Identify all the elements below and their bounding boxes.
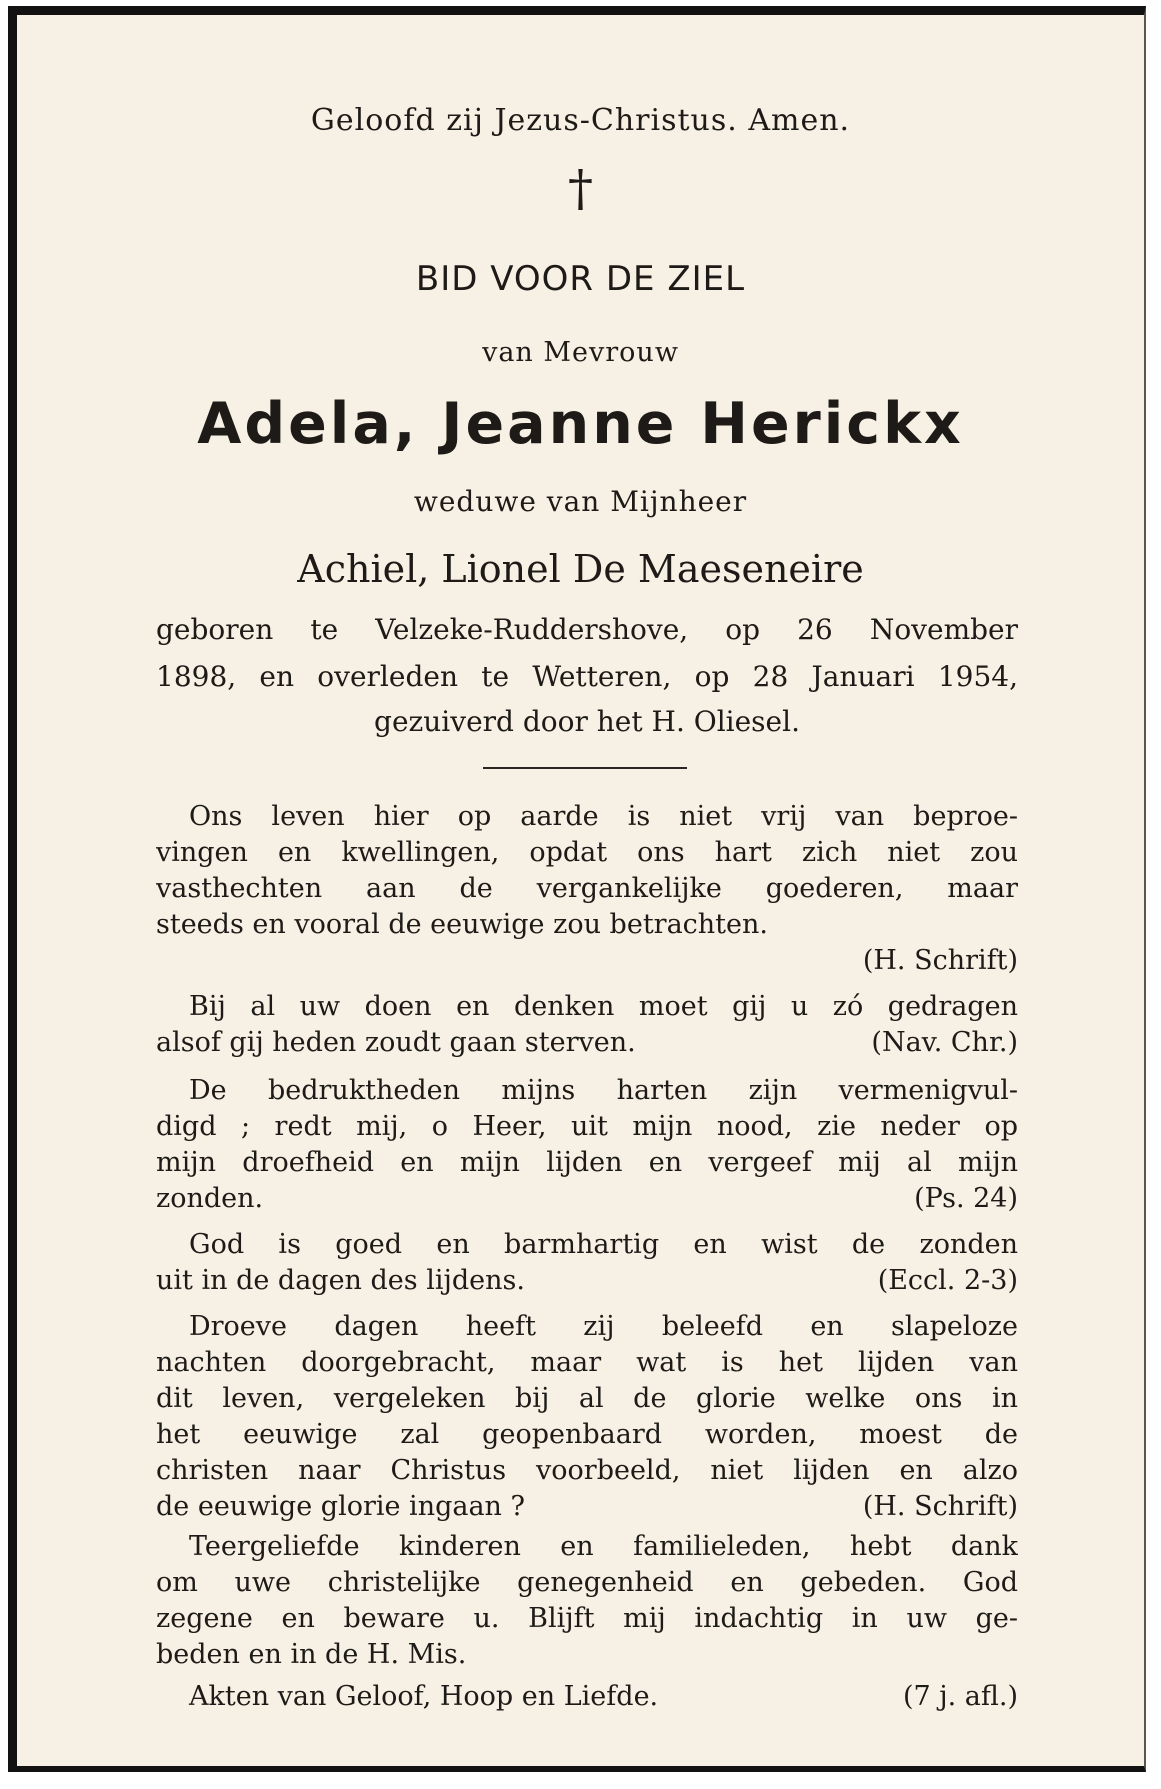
text-line: Ons leven hier op aarde is niet vrij van beproe- [189,801,1018,832]
text-line: het eeuwige zal geopenbaard worden, moest de [156,1419,1018,1450]
text-line: steeds en vooral de eeuwige zou betrachten. [156,909,768,940]
paragraph-5 [156,1309,1018,1525]
text-line: De bedruktheden mijns harten zijn vermenigvul- [189,1075,1018,1106]
text-line [156,1489,1018,1525]
memorial-card [8,6,1146,1772]
text-line [156,1025,1018,1061]
text-line: beden en in de H. Mis. [156,1639,467,1670]
text-line: Teergeliefde kinderen en familieleden, hebt dank [189,1531,1018,1562]
text-line: vasthechten aan de vergankelijke goederen, maar [156,873,1018,904]
text-line: om uwe christelijke genegenheid en gebeden. God [156,1567,1018,1598]
cross-icon: † [568,159,593,217]
text-fragment: de eeuwige glorie ingaan ? [156,1491,526,1522]
source-reference: (Nav. Chr.) [871,1027,1018,1058]
paragraph-3 [156,1073,1018,1217]
text-line: vingen en kwellingen, opdat ons hart zich niet zou [156,837,1018,868]
text-line [156,1181,1018,1217]
text-fragment: uit in de dagen des lijdens. [156,1265,525,1296]
anointing-line: gezuiverd door het H. Oliesel. [374,705,800,738]
text-fragment: alsof gij heden zoudt gaan sterven. [156,1027,636,1058]
text-line: dit leven, vergeleken bij al de glorie welke ons in [156,1383,1018,1414]
husband-name: Achiel, Lionel De Maeseneire [297,547,864,591]
blessing-line: Geloofd zij Jezus-Christus. Amen. [310,103,851,138]
text-line: digd ; redt mij, o Heer, uit mijn nood, zie neder op [156,1111,1018,1142]
text-line: God is goed en barmhartig en wist de zonden [189,1229,1018,1260]
source-reference: (H. Schrift) [862,945,1018,976]
paragraph-4 [156,1227,1018,1299]
text-line: mijn droefheid en mijn lijden en vergeef mij al mijn [156,1147,1018,1178]
paragraph-2 [156,989,1018,1061]
text-fragment: zonden. [156,1183,264,1214]
widow-of-line: weduwe van Mijnheer [413,485,748,518]
text-line: nachten doorgebracht, maar wat is het lijden van [156,1347,1018,1378]
birth-line: geboren te Velzeke-Ruddershove, op 26 November [156,613,1018,646]
source-reference: (Ps. 24) [914,1183,1018,1214]
divider [483,767,687,769]
text-line [156,1263,1018,1299]
paragraph-6 [156,1529,1018,1673]
deceased-name: Adela, Jeanne Herickx [197,391,964,457]
text-line: christen naar Christus voorbeeld, niet lijden en alzo [156,1455,1018,1486]
source-reference: (7 j. afl.) [902,1681,1018,1712]
source-reference: (H. Schrift) [862,1491,1018,1522]
death-line: 1898, en overleden te Wetteren, op 28 Januari 1954, [156,660,1018,693]
title-prefix: van Mevrouw [482,337,679,368]
prayer-heading: BID VOOR DE ZIEL [415,259,746,299]
paragraph-1 [156,799,1018,979]
text-line: Bij al uw doen en denken moet gij u zó gedragen [189,991,1018,1022]
paragraph-7 [156,1679,1018,1715]
text-fragment: Akten van Geloof, Hoop en Liefde. [189,1681,659,1712]
text-line [156,1679,1018,1715]
source-reference: (Eccl. 2-3) [877,1265,1018,1296]
text-line: Droeve dagen heeft zij beleefd en slapeloze [189,1311,1018,1342]
text-line: zegene en beware u. Blijft mij indachtig in uw ge- [156,1603,1018,1634]
